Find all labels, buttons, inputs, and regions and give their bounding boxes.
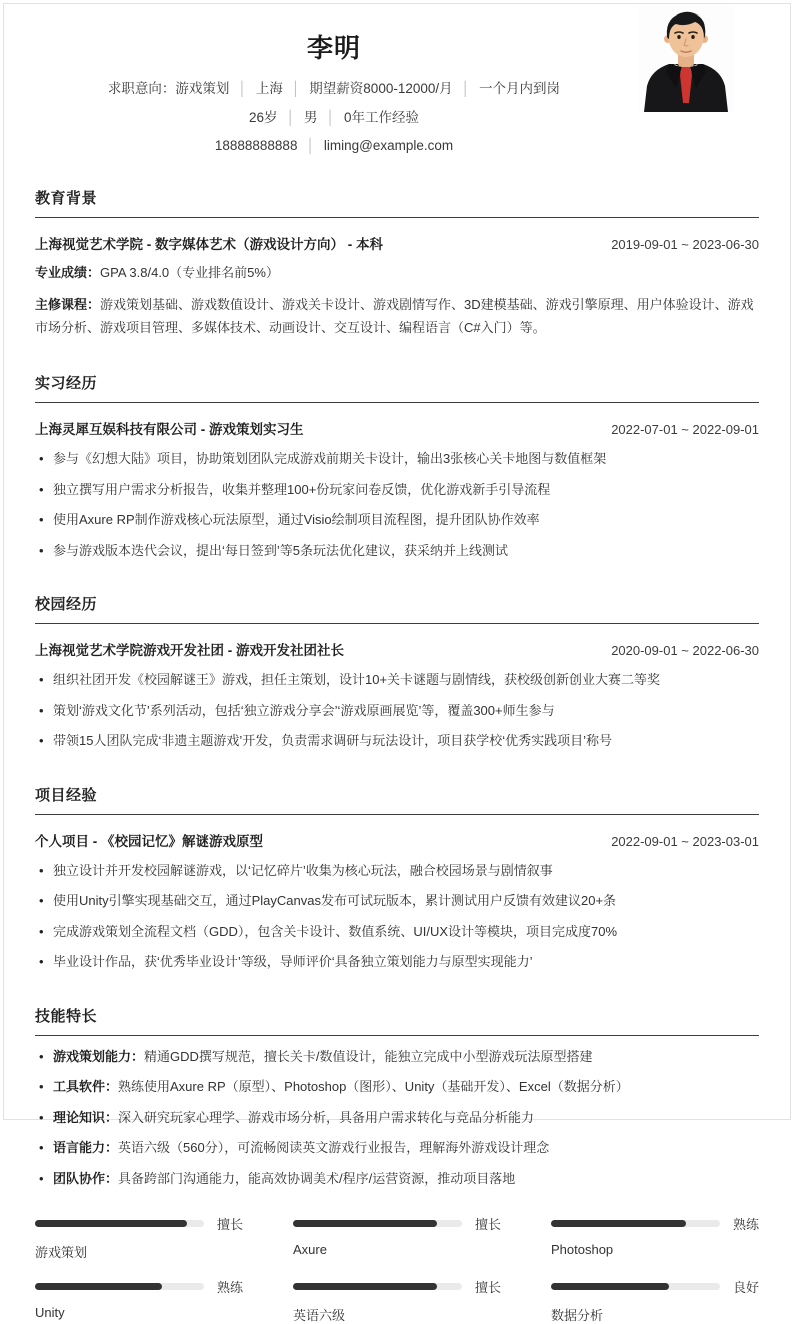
education-entry-head <box>35 233 759 253</box>
skill-bar <box>293 1277 501 1324</box>
skill-text: 英语六级（560分），可流畅阅读英文游戏行业报告，理解海外游戏设计理念 <box>118 1140 550 1156</box>
bullet-item <box>35 1108 759 1128</box>
skill-progress-fill <box>293 1283 437 1290</box>
skill-level-label: 擅长 <box>216 1217 243 1233</box>
skill-level-label: 擅长 <box>474 1217 501 1233</box>
skill-progress-track <box>293 1220 462 1227</box>
internship-org: 上海灵犀互娱科技有限公司 - 游戏策划实习生 <box>35 422 304 438</box>
skill-level-label: 擅长 <box>474 1280 501 1296</box>
skill-name-label: 数据分析 <box>551 1308 604 1324</box>
skill-name-label: 游戏策划 <box>35 1245 88 1261</box>
bullet-item: • 毕业设计作品，获‘优秀毕业设计’等级，导师评价‘具备独立策划能力与原型实现能力’ <box>35 952 759 972</box>
section-campus <box>35 593 759 751</box>
candidate-name: 李明 <box>306 33 361 63</box>
skill-level-label: 熟练 <box>216 1280 243 1296</box>
skill-name-label: Unity <box>35 1305 65 1321</box>
bullet-item: • 使用Unity引擎实现基础交互，通过PlayCanvas发布可试玩版本，累计测试用户反馈有效建议20+条 <box>35 891 759 911</box>
skill-level-label: 熟练 <box>732 1217 759 1233</box>
skill-progress-fill <box>551 1283 669 1290</box>
skill-bar <box>35 1277 243 1324</box>
section-internship <box>35 372 759 560</box>
section-title-campus: 校园经历 <box>35 593 759 624</box>
section-skills <box>35 1005 759 1189</box>
section-title-education: 教育背景 <box>35 187 759 218</box>
project-bullet-list <box>35 861 759 972</box>
skill-progress-track <box>551 1220 720 1227</box>
skill-bar <box>293 1214 501 1261</box>
separator: │ <box>306 138 315 154</box>
bullet-item <box>35 1138 759 1158</box>
bullet-item: • 参与游戏版本迭代会议，提出‘每日签到’等5条玩法优化建议，获采纳并上线测试 <box>35 541 759 561</box>
campus-entry-head <box>35 639 759 659</box>
skill-name-label: Photoshop <box>551 1242 614 1258</box>
skill-label: 团队协作： <box>53 1170 119 1186</box>
courses-value: 游戏策划基础、游戏数值设计、游戏关卡设计、游戏剧情写作、3D建模基础、游戏引擎原理、用户体验设计、游戏市场分析、游戏项目管理、多媒体技术、动画设计、交互设计、编程语言（C#入门）等。 <box>35 296 754 335</box>
skill-name-label: 英语六级 <box>293 1308 346 1324</box>
separator: │ <box>461 81 471 96</box>
project-entry-head <box>35 830 759 850</box>
separator: │ <box>238 81 247 96</box>
section-title-internship: 实习经历 <box>35 372 759 403</box>
bullet-item: • 使用Axure RP制作游戏核心玩法原型，通过Visio绘制项目流程图，提升团队协作效率 <box>35 510 759 530</box>
internship-bullet-list <box>35 449 759 560</box>
separator: │ <box>286 109 295 125</box>
separator: │ <box>291 81 301 96</box>
skill-bar-grid <box>35 1214 759 1324</box>
bullet-item <box>35 1169 759 1189</box>
skill-progress-fill <box>35 1220 187 1227</box>
education-gpa-line <box>35 262 759 285</box>
header-text-block <box>4 28 664 156</box>
expected-salary: 期望薪资8000-12000/月 <box>309 81 453 96</box>
skill-text: 具备跨部门沟通能力，能高效协调美术/程序/运营资源，推动项目落地 <box>118 1170 516 1186</box>
skill-bar <box>551 1214 759 1261</box>
skill-progress-fill <box>35 1283 162 1290</box>
skill-progress-track <box>551 1283 720 1290</box>
internship-entry-head <box>35 418 759 438</box>
work-experience: 0年工作经验 <box>343 109 419 125</box>
bullet-item: • 完成游戏策划全流程文档（GDD），包含关卡设计、数值系统、UI/UX设计等模块，项目完成度70% <box>35 922 759 942</box>
skill-bar <box>35 1214 243 1261</box>
profile-photo <box>638 6 734 112</box>
skill-text: 深入研究玩家心理学、游戏市场分析，具备用户需求转化与竞品分析能力 <box>118 1109 535 1125</box>
resume-page <box>3 3 791 1324</box>
skill-progress-track <box>35 1220 204 1227</box>
skill-progress-track <box>35 1283 204 1290</box>
section-education <box>35 187 759 339</box>
avatar-illustration <box>638 6 734 112</box>
city: 上海 <box>255 81 283 96</box>
section-title-skills: 技能特长 <box>35 1005 759 1036</box>
campus-org: 上海视觉艺术学院游戏开发社团 - 游戏开发社团社长 <box>35 643 344 659</box>
project-title: 个人项目 - 《校园记忆》解谜游戏原型 <box>35 833 263 849</box>
education-courses-line <box>35 294 759 340</box>
resume-header <box>4 4 790 154</box>
skill-level-label: 良好 <box>732 1280 759 1296</box>
skill-text: 精通GDD撰写规范，擅长关卡/数值设计，能独立完成中小型游戏玩法原型搭建 <box>144 1048 593 1064</box>
bullet-item: • 策划‘游戏文化节’系列活动，包括‘独立游戏分享会’‘游戏原画展览’等，覆盖300+师生参与 <box>35 701 759 721</box>
education-date-range: 2019-09-01 ~ 2023-06-30 <box>611 237 759 252</box>
bullet-item: • 带领15人团队完成‘非遗主题游戏’开发，负责需求调研与玩法设计，项目获学校‘优秀实践项目’称号 <box>35 731 759 751</box>
skill-progress-fill <box>293 1220 437 1227</box>
skill-label: 理论知识： <box>53 1109 119 1125</box>
project-date-range: 2022-09-01 ~ 2023-03-01 <box>611 833 759 849</box>
skill-label: 语言能力： <box>53 1140 119 1156</box>
separator: │ <box>326 109 335 125</box>
availability: 一个月内到岗 <box>479 81 561 96</box>
skill-text: 熟练使用Axure RP（原型）、Photoshop（图形）、Unity（基础开发）、Excel（数据分析） <box>118 1079 629 1095</box>
skills-bullet-list <box>35 1047 759 1189</box>
skill-progress-fill <box>551 1220 686 1227</box>
bullet-item <box>35 1077 759 1097</box>
courses-label: 主修课程： <box>35 296 101 312</box>
job-intent: 求职意向：游戏策划 <box>107 81 230 96</box>
bullet-item: • 组织社团开发《校园解谜王》游戏，担任主策划，设计10+关卡谜题与剧情线，获校级创新创业大赛二等奖 <box>35 670 759 690</box>
skill-bar <box>551 1277 759 1324</box>
internship-date-range: 2022-07-01 ~ 2022-09-01 <box>611 422 759 438</box>
skill-label: 工具软件： <box>53 1079 119 1095</box>
header-info-line-1 <box>4 79 664 99</box>
bullet-item: • 独立设计并开发校园解谜游戏，以‘记忆碎片’收集为核心玩法，融合校园场景与剧情叙事 <box>35 861 759 881</box>
section-projects <box>35 784 759 972</box>
header-info-line-2 <box>4 108 664 128</box>
header-info-line-3 <box>4 136 664 156</box>
gpa-label: 专业成绩： <box>35 265 101 280</box>
resume-content <box>4 187 790 1324</box>
section-title-projects: 项目经验 <box>35 784 759 815</box>
email-address: liming@example.com <box>323 138 454 154</box>
skill-progress-track <box>293 1283 462 1290</box>
bullet-item <box>35 1047 759 1067</box>
skill-name-label: Axure <box>293 1242 327 1258</box>
skill-label: 游戏策划能力： <box>53 1048 145 1064</box>
education-school: 上海视觉艺术学院 - 数字媒体艺术（游戏设计方向） - 本科 <box>35 237 383 252</box>
age: 26岁 <box>249 109 278 125</box>
gender: 男 <box>304 109 318 125</box>
gpa-value: GPA 3.8/4.0（专业排名前5%） <box>100 265 279 280</box>
phone-number: 18888888888 <box>214 138 298 154</box>
bullet-item: • 参与《幻想大陆》项目，协助策划团队完成游戏前期关卡设计，输出3张核心关卡地图与数值框架 <box>35 449 759 469</box>
bullet-item: • 独立撰写用户需求分析报告，收集并整理100+份玩家问卷反馈，优化游戏新手引导流程 <box>35 480 759 500</box>
campus-bullet-list <box>35 670 759 751</box>
campus-date-range: 2020-09-01 ~ 2022-06-30 <box>611 643 759 659</box>
